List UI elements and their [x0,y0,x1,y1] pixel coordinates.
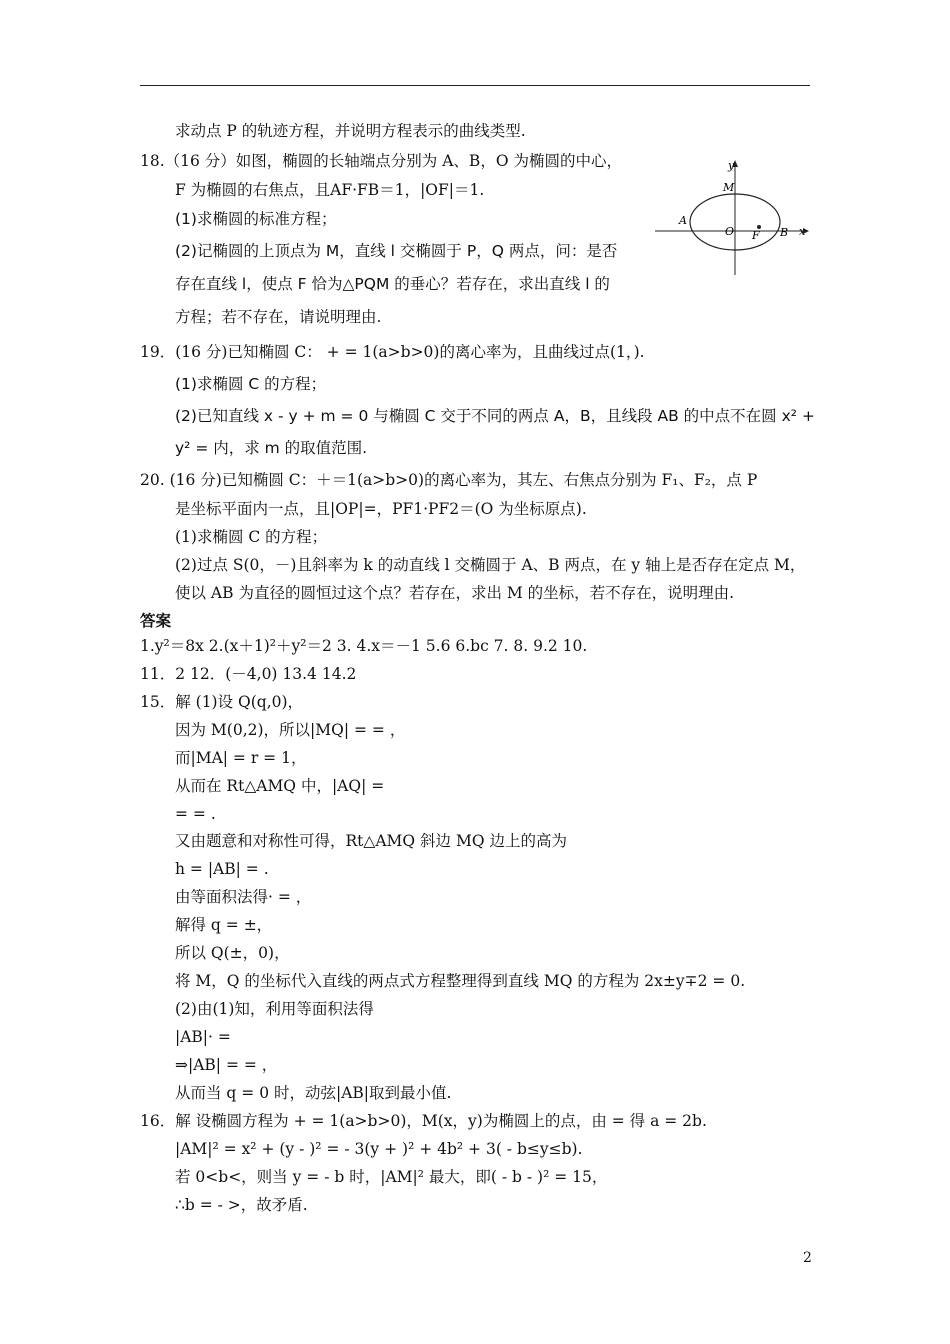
label-o: O [725,225,735,238]
label-b: B [780,226,789,239]
page-number: 2 [803,1250,812,1266]
s15-line: 解得 q = ±， [175,916,273,934]
s16-line: 16．解 设椭圆方程为 + = 1(a>b>0)，M(x，y)为椭圆上的点，由 = 得 a = 2b. [140,1112,707,1130]
s15-line: h = |AB| = . [175,860,269,878]
label-a: A [679,214,687,227]
s15-line: (2)由(1)知，利用等面积法得 [175,1000,374,1018]
header-rule [140,85,810,86]
q20-line-5: 使以 AB 为直径的圆恒过这个点？若存在，求出 M 的坐标，若不存在，说明理由. [175,584,735,602]
s15-line: ⇒|AB| = = ， [175,1056,278,1074]
q20-line-3: (1)求椭圆 C 的方程； [175,528,328,546]
answers-line-1: 1.y²＝8x 2.(x＋1)²＋y²＝2 3. 4.x＝－1 5.6 6.bc 7. 8. 9.2 10. [140,637,588,655]
answers-heading: 答案 [140,612,172,630]
q20-line-4: (2)过点 S(0，－)且斜率为 k 的动直线 l 交椭圆于 A、B 两点，在 y 轴上是否存在定点 M， [175,556,806,574]
s16-line: |AM|² = x² + (y - )² = - 3(y + )² + 4b² + 3( - b≤y≤b). [175,1140,583,1158]
s16-line: ∴b = - >，故矛盾. [175,1196,308,1214]
answers-line-2: 11．2 12．(－4,0) 13.4 14.2 [140,665,357,683]
s15-line: 而|MA| = r = 1， [175,749,307,767]
q17-tail: 求动点 P 的轨迹方程，并说明方程表示的曲线类型. [175,122,526,140]
q18-line-4: (2)记椭圆的上顶点为 M，直线 l 交椭圆于 P，Q 两点，问：是否 [175,242,618,260]
s15-line: 从而当 q = 0 时，动弦|AB|取到最小值. [175,1084,452,1102]
q20-line-2: 是坐标平面内一点，且|OP|=，PF1·PF2＝(O 为坐标原点). [175,500,587,518]
q18-line-5: 存在直线 l，使点 F 恰为△PQM 的垂心？若存在，求出直线 l 的 [175,275,610,293]
s15-line: 所以 Q(±，0)， [175,944,290,962]
q18-line-3: (1)求椭圆的标准方程； [175,210,337,228]
q19-line-1: 19．(16 分)已知椭圆 C： + = 1(a>b>0)的离心率为，且曲线过点(1，). [140,343,645,361]
label-m: M [723,181,735,194]
q19-line-3: (2)已知直线 x - y + m = 0 与椭圆 C 交于不同的两点 A，B，且线段 AB 的中点不在圆 x² + [175,407,815,425]
q19-line-4: y² = 内，求 m 的取值范围. [175,439,368,457]
q20-line-1: 20. (16 分)已知椭圆 C：＋＝1(a>b>0)的离心率为，其左、右焦点分别为 F₁、F₂，点 P [140,471,758,489]
q19-line-2: (1)求椭圆 C 的方程； [175,375,327,393]
s15-line: 由等面积法得· = ， [175,888,312,906]
s15-line: 15．解 (1)设 Q(q,0)， [140,693,304,711]
s15-line: = = . [175,805,216,823]
s15-line: 因为 M(0,2)，所以|MQ| = = ， [175,721,406,739]
s15-line: 将 M，Q 的坐标代入直线的两点式方程整理得到直线 MQ 的方程为 2x±y∓2 = 0. [175,972,746,990]
label-y: y [728,159,735,172]
s16-line: 若 0<b<，则当 y = - b 时，|AM|² 最大，即( - b - )² = 15， [175,1168,608,1186]
ellipse-figure [655,155,815,280]
s15-line: 从而在 Rt△AMQ 中，|AQ| = [175,777,385,795]
q18-line-6: 方程；若不存在，请说明理由. [175,308,382,326]
s15-line: 又由题意和对称性可得，Rt△AMQ 斜边 MQ 边上的高为 [175,832,567,850]
q18-line-1: 18.（16 分）如图，椭圆的长轴端点分别为 A、B，O 为椭圆的中心， [140,152,622,170]
label-f: F [752,229,760,242]
label-x: x [799,225,806,238]
s15-line: |AB|· = [175,1028,231,1046]
q18-line-2: F 为椭圆的右焦点，且AF·FB＝1，|OF|＝1. [175,181,485,199]
